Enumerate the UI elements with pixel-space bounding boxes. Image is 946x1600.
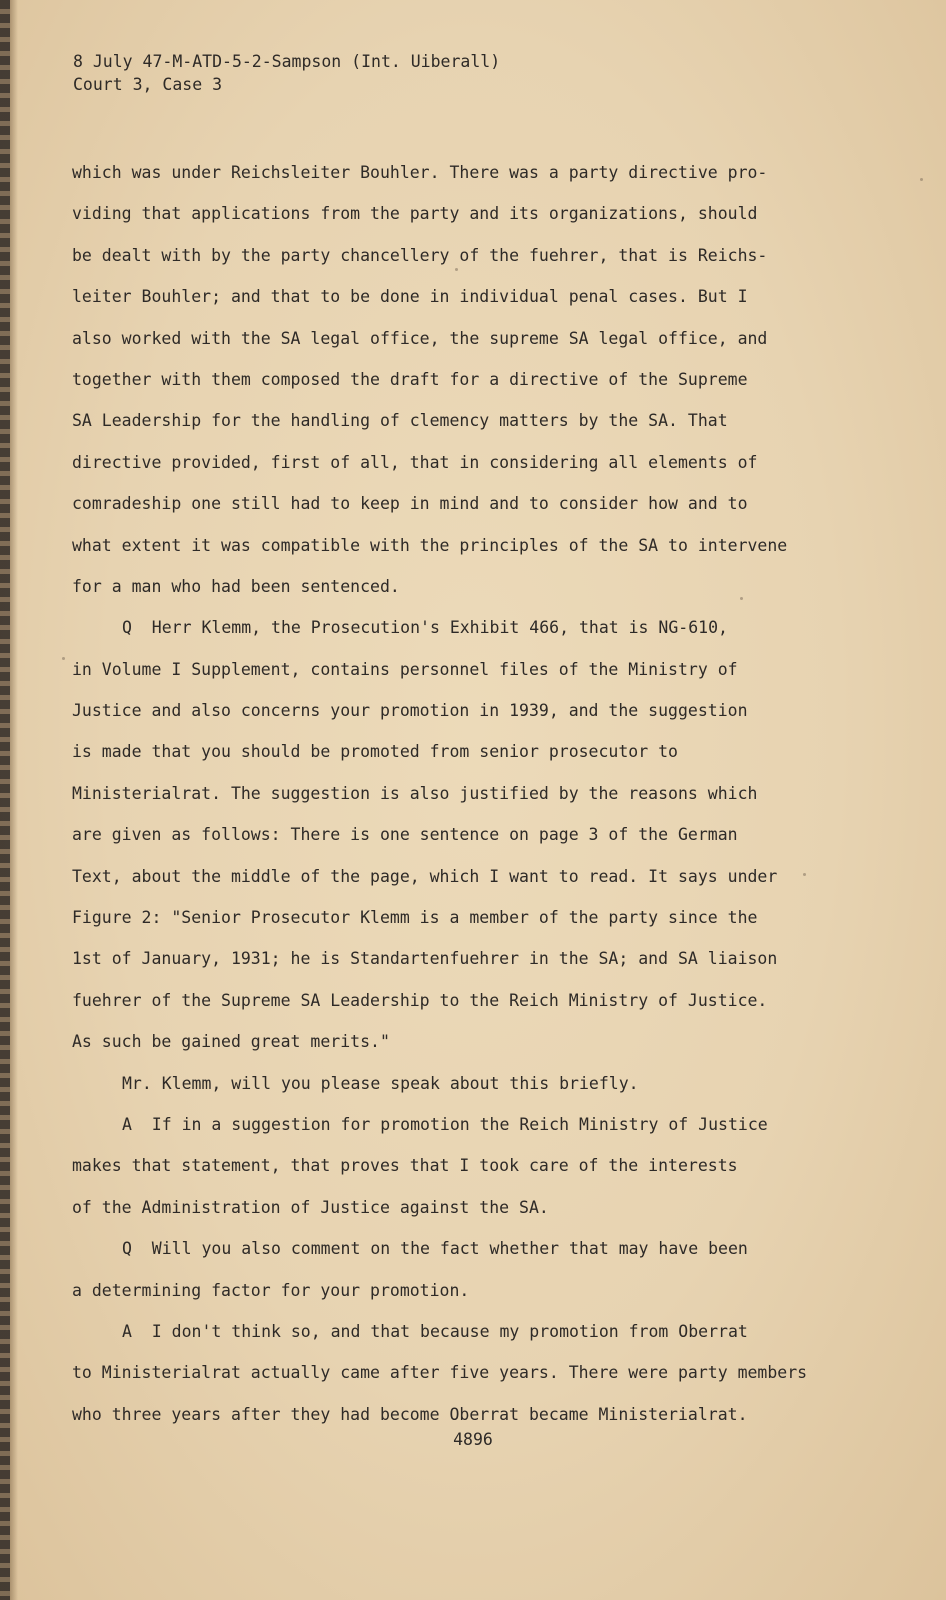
transcript-line: Text, about the middle of the page, which I want to read. It says under <box>72 866 778 886</box>
transcript-line: makes that statement, that proves that I took care of the interests <box>72 1156 738 1176</box>
binding-edge <box>0 0 10 1600</box>
transcript-line: a determining factor for your promotion. <box>72 1280 470 1300</box>
transcript-line: Justice and also concerns your promotion in 1939, and the suggestion <box>72 701 748 721</box>
transcript-line: of the Administration of Justice against the SA. <box>72 1197 549 1217</box>
page-number: 4896 <box>453 1430 493 1449</box>
header-line-date: 8 July 47-M-ATD-5-2-Sampson (Int. Uiberall) <box>73 52 501 71</box>
transcript-line: to Ministerialrat actually came after five years. There were party members <box>72 1363 808 1383</box>
paper-speck <box>920 178 923 181</box>
transcript-line: in Volume I Supplement, contains personnel files of the Ministry of <box>72 659 738 679</box>
transcript-line: for a man who had been sentenced. <box>72 576 400 596</box>
transcript-line: also worked with the SA legal office, the supreme SA legal office, and <box>72 328 768 348</box>
transcript-line: who three years after they had become Oberrat became Ministerialrat. <box>72 1404 748 1424</box>
header-line-court: Court 3, Case 3 <box>73 75 223 94</box>
question-line: Q Herr Klemm, the Prosecution's Exhibit 466, that is NG-610, <box>122 618 728 638</box>
paper-speck <box>803 873 806 876</box>
transcript-line: is made that you should be promoted from senior prosecutor to <box>72 742 678 762</box>
paper-speck <box>455 268 458 271</box>
transcript-line: SA Leadership for the handling of clemency matters by the SA. That <box>72 411 728 431</box>
answer-line: A I don't think so, and that because my promotion from Oberrat <box>122 1321 748 1341</box>
binding-shadow <box>10 0 18 1600</box>
transcript-line: directive provided, first of all, that in considering all elements of <box>72 452 758 472</box>
transcript-line: 1st of January, 1931; he is Standartenfuehrer in the SA; and SA liaison <box>72 949 778 969</box>
transcript-line: comradeship one still had to keep in mind and to consider how and to <box>72 494 748 514</box>
question-line: Q Will you also comment on the fact whether that may have been <box>122 1239 748 1259</box>
transcript-line: are given as follows: There is one sentence on page 3 of the German <box>72 825 738 845</box>
transcript-line: Figure 2: "Senior Prosecutor Klemm is a member of the party since the <box>72 908 758 928</box>
transcript-body <box>72 152 932 1435</box>
transcript-line: which was under Reichsleiter Bouhler. There was a party directive pro- <box>72 163 768 182</box>
transcript-line: together with them composed the draft for a directive of the Supreme <box>72 369 748 389</box>
paper-speck <box>740 597 743 600</box>
question-line: Mr. Klemm, will you please speak about this briefly. <box>122 1073 639 1093</box>
transcript-line: fuehrer of the Supreme SA Leadership to the Reich Ministry of Justice. <box>72 990 768 1010</box>
paper-speck <box>62 657 65 660</box>
transcript-line: Ministerialrat. The suggestion is also justified by the reasons which <box>72 783 758 803</box>
transcript-line: As such be gained great merits." <box>72 1032 390 1052</box>
document-header <box>73 50 500 96</box>
transcript-line: leiter Bouhler; and that to be done in individual penal cases. But I <box>72 287 748 307</box>
transcript-line: what extent it was compatible with the principles of the SA to intervene <box>72 535 788 555</box>
transcript-line: be dealt with by the party chancellery of the fuehrer, that is Reichs- <box>72 245 768 265</box>
transcript-line: viding that applications from the party and its organizations, should <box>72 204 758 224</box>
answer-line: A If in a suggestion for promotion the Reich Ministry of Justice <box>122 1114 768 1134</box>
